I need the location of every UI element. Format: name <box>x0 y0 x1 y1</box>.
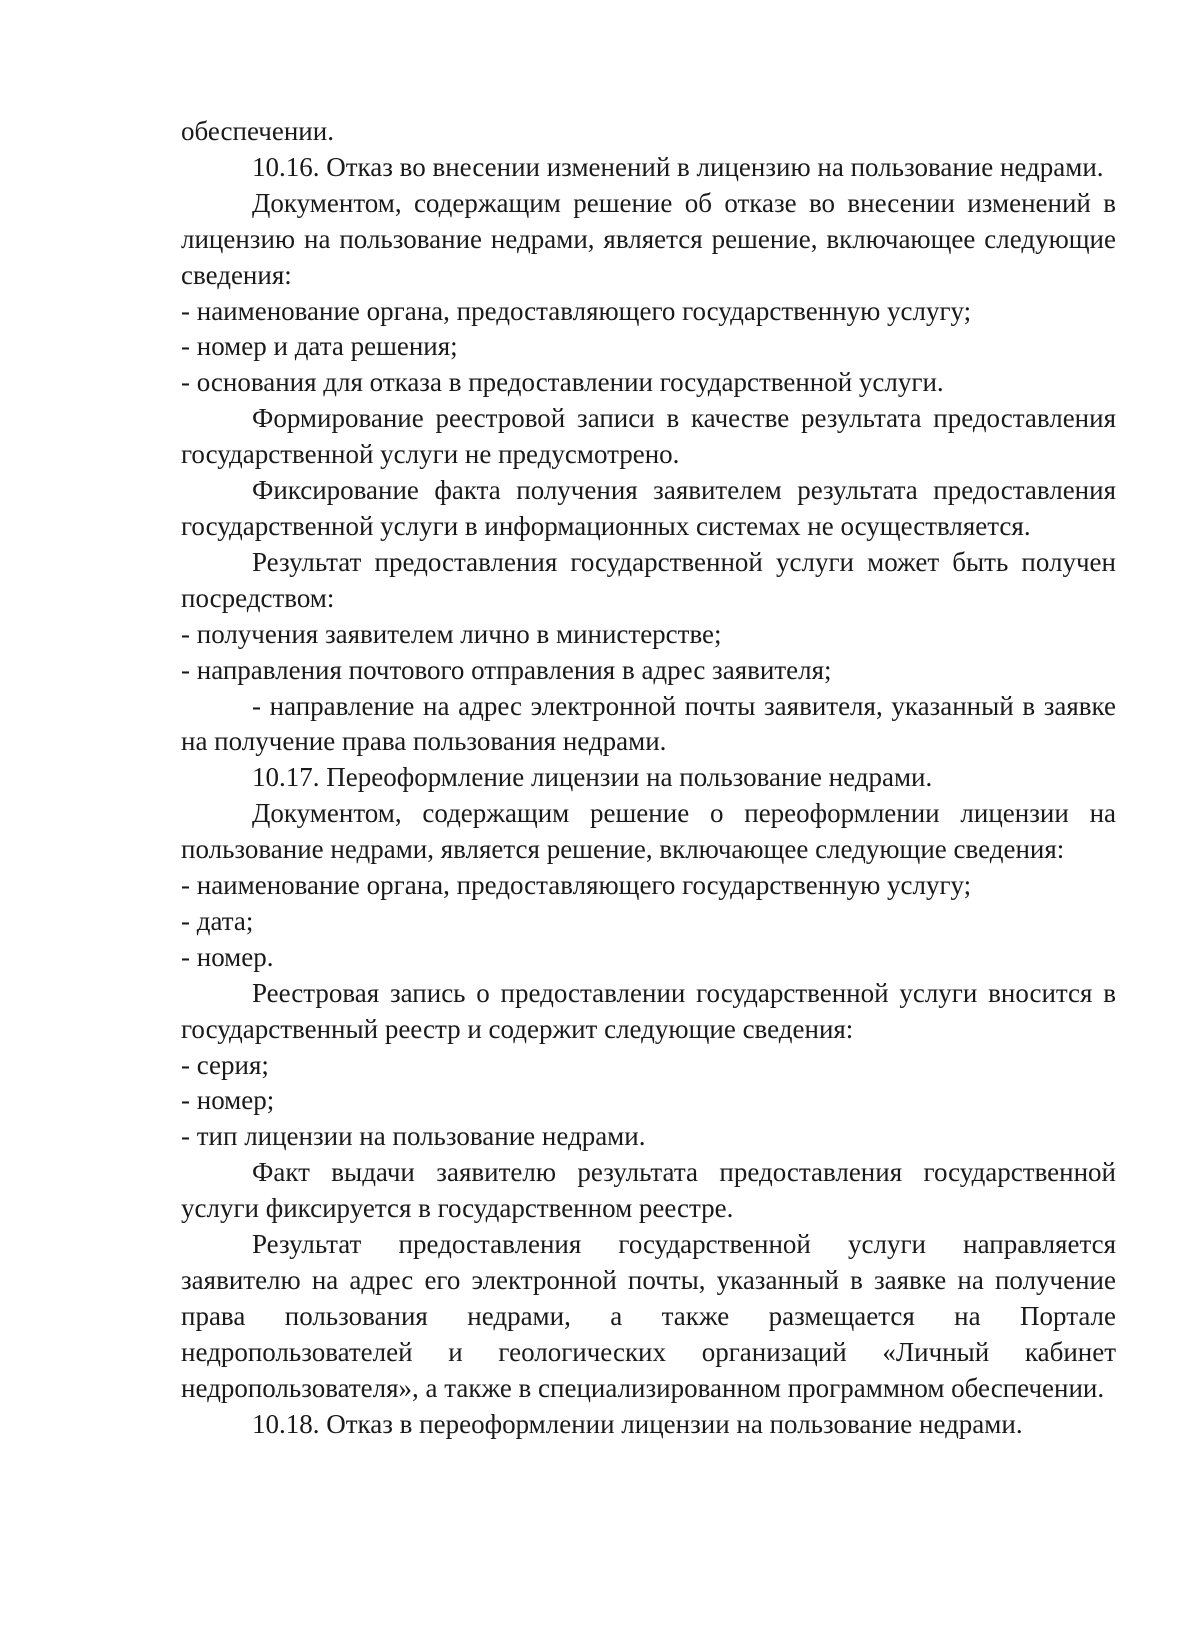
paragraph: Формирование реестровой записи в качестве результата предоставления государственной услуги не предусмотрено. <box>181 403 1116 470</box>
list-item: - получения заявителем лично в министерстве; <box>181 618 722 649</box>
document-body <box>181 114 1116 1443</box>
paragraph: Фиксирование факта получения заявителем результата предоставления государственной услуги в информационных системах не осуществляется. <box>181 475 1116 541</box>
paragraph: Документом, содержащим решение об отказе во внесении изменений в лицензию на пользование недрами, является решение, включающее следующие сведения: <box>181 187 1116 290</box>
paragraph-continuation: обеспечении. <box>181 116 334 146</box>
list-item: - серия; <box>181 1049 269 1080</box>
list-item: - направление на адрес электронной почты заявителя, указанный в заявке на получение права пользования недрами. <box>181 690 1116 757</box>
list-item: - наименование органа, предоставляющего государственную услугу; <box>181 295 972 326</box>
list-item: - наименование органа, предоставляющего государственную услугу; <box>181 870 972 901</box>
paragraph: Документом, содержащим решение о переоформлении лицензии на пользование недрами, является решение, включающее следующие сведения: <box>181 798 1116 865</box>
list-item: - номер. <box>181 941 274 972</box>
list-item: - основания для отказа в предоставлении государственной услуги. <box>181 367 944 398</box>
list-item: - номер; <box>181 1085 275 1116</box>
list-item: - тип лицензии на пользование недрами. <box>181 1121 646 1152</box>
list-item: - номер и дата решения; <box>181 331 458 362</box>
paragraph: Реестровая запись о предоставлении государственной услуги вносится в государственный реестр и содержит следующие сведения: <box>181 977 1116 1044</box>
section-heading-10-18: 10.18. Отказ в переоформлении лицензии на пользование недрами. <box>252 1408 1023 1439</box>
section-heading-10-17: 10.17. Переоформление лицензии на пользование недрами. <box>252 762 933 793</box>
paragraph: Результат предоставления государственной услуги может быть получен посредством: <box>181 546 1116 613</box>
list-item: - направления почтового отправления в адрес заявителя; <box>181 654 832 685</box>
paragraph: Результат предоставления государственной услуги направляется заявителю на адрес его электронной почты, указанный в заявке на получение права пользования недрами, а также размещается на Портале недропользователей и геологических организаций «Личный кабинет недропользователя», а также в специализированном программном обеспечении. <box>181 1229 1116 1403</box>
paragraph: Факт выдачи заявителю результата предоставления государственной услуги фиксируется в государственном реестре. <box>181 1157 1116 1224</box>
list-item: - дата; <box>181 905 254 936</box>
section-heading-10-16: 10.16. Отказ во внесении изменений в лицензию на пользование недрами. <box>252 151 1104 182</box>
